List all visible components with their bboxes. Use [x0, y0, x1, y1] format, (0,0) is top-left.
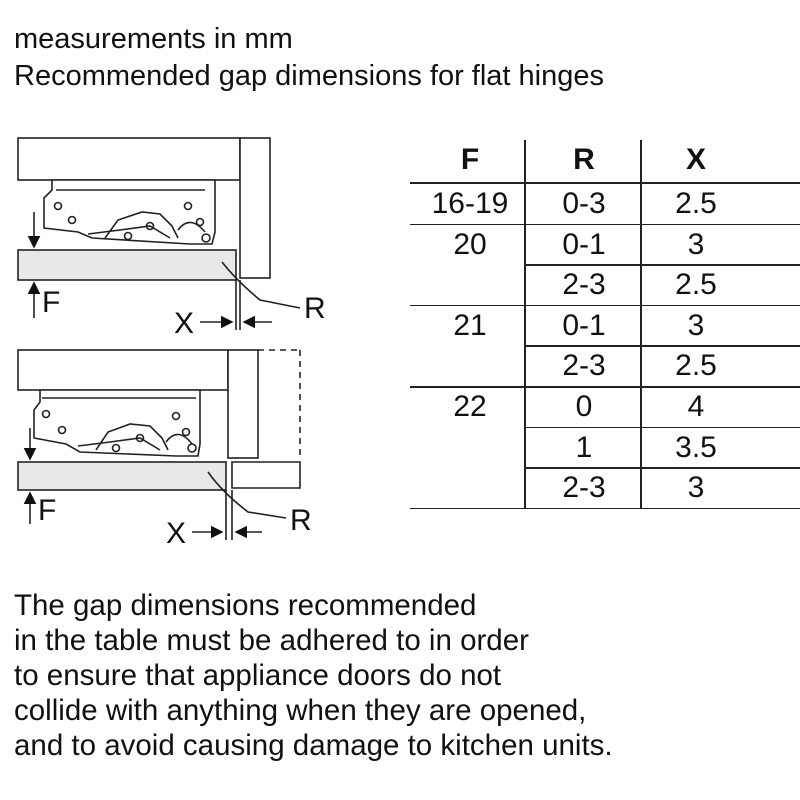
footer-line: in the table must be adhered to in order	[14, 624, 529, 657]
cabinet-top-panel	[18, 350, 228, 390]
adjacent-unit-door	[232, 462, 300, 488]
table-cell-r: 1	[575, 430, 593, 464]
table-cell-f: 20	[453, 227, 487, 261]
footer-line: The gap dimensions recommended	[14, 589, 477, 622]
label-r-top: R	[304, 292, 326, 325]
table-cell-r: 0-1	[562, 227, 606, 261]
hinge-diagram-bottom	[18, 350, 300, 540]
label-f-top: F	[42, 286, 61, 319]
footer-line: and to avoid causing damage to kitchen units.	[14, 729, 613, 762]
table-column-rule	[640, 140, 642, 509]
footer-note	[14, 588, 613, 763]
table-cell-x: 2.5	[675, 349, 717, 383]
label-r-bottom: R	[290, 504, 312, 537]
table-cell-x: 3	[687, 308, 705, 342]
table-header-r: R	[573, 143, 595, 176]
measurement-unit-note: measurements in mm	[14, 23, 293, 55]
table-header-f: F	[460, 143, 480, 176]
table-cell-r: 0	[575, 390, 593, 423]
table-cell-r: 0-1	[562, 308, 606, 342]
label-f-bottom: F	[38, 494, 57, 527]
table-cell-x: 2.5	[675, 187, 717, 220]
table-cell-r: 2-3	[562, 471, 606, 505]
table-cell-r: 2-3	[562, 268, 606, 302]
table-header-x: X	[685, 143, 706, 176]
table-cell-f: 16-19	[431, 187, 509, 220]
side-wall	[240, 138, 270, 278]
footer-line: to ensure that appliance doors do not	[14, 659, 502, 692]
page-title: Recommended gap dimensions for flat hinges	[14, 60, 604, 92]
table-cell-x: 4	[687, 390, 705, 423]
label-x-top: X	[174, 307, 195, 340]
appliance-door	[18, 462, 226, 490]
table-cell-x: 3	[687, 227, 705, 261]
table-cell-f: 22	[453, 390, 487, 423]
table-cell-x: 2.5	[675, 268, 717, 302]
table-cell-x: 3	[687, 471, 705, 505]
side-wall	[228, 350, 258, 458]
table-cell-r: 2-3	[562, 349, 606, 383]
table-cell-r: 0-3	[562, 187, 606, 220]
label-x-bottom: X	[166, 517, 187, 550]
appliance-door	[18, 250, 236, 280]
adjacent-unit-dashed	[258, 350, 300, 458]
footer-line: collide with anything when they are opened,	[14, 694, 587, 727]
table-cell-x: 3.5	[675, 430, 717, 464]
table-row-rule	[410, 508, 800, 510]
cabinet-top-panel	[18, 138, 240, 180]
table-column-rule	[524, 140, 526, 509]
hinge-icon	[34, 390, 200, 456]
table-cell-f: 21	[453, 308, 487, 342]
hinge-icon	[44, 180, 215, 244]
